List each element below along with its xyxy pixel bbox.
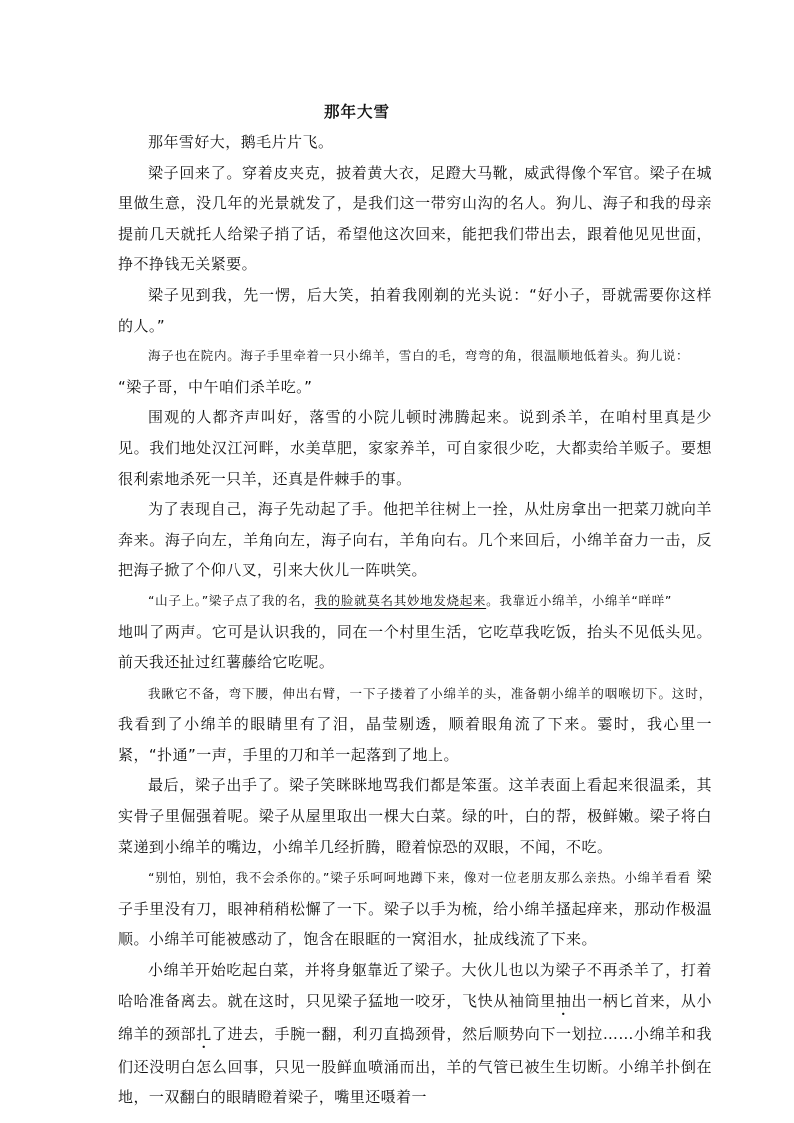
text-run: 我瞅它不备，弯下腰，伸出右臂，一下子搂着了小绵羊的头，准备朝小绵羊的咽喉切下。这时， [148,685,712,701]
paragraph: “梁子哥，中午咱们杀羊吃。” [118,377,313,396]
paragraph: 梁子见到我，先一愣，后大笑，拍着我刚剃的光头说：“好小子，哥就需要你这样的人。” [118,285,712,335]
story-body [118,127,712,1113]
page-title: 那年大雪 [323,103,390,121]
text-run: “山子上。”梁子点了我的名， [148,592,315,608]
paragraph: 最后，梁子出手了。梁子笑眯眯地骂我们都是笨蛋。这羊表面上看起来很温柔，其实骨子里倔强着呢。梁子从屋里取出一棵大白菜。绿的叶，白的帮，极鲜嫩。梁子将白菜递到小绵羊的嘴边，小绵羊几经折腾，瞪着惊恐的双眼，不闻，不吃。 [118,776,712,856]
paragraph [118,862,712,955]
paragraph: 海子也在院内。海子手里牵着一只小绵羊，雪白的毛，弯弯的角，很温顺地低着头。狗儿说： [148,348,690,364]
text-run: 梁子手里没有刀，眼神稍稍松懈了一下。梁子以手为梳，给小绵羊搔起痒来，那动作极温顺。小绵羊可能被感动了，饱含在眼眶的一窝泪水，扯成线流了下来。 [118,868,712,949]
paragraph: 围观的人都齐声叫好，落雪的小院儿顿时沸腾起来。说到杀羊，在咱村里真是少见。我们地处汉江河畔，水美草肥，家家养羊，可自家很少吃，大都卖给羊贩子。要想很利索地杀死一只羊，还真是件棘手的事。 [118,408,712,488]
text-run: 小绵羊开始吃起白菜，并将身躯靠近了梁子。大伙儿也以为梁子不再杀羊了，打着哈哈准备离去。就在这时，只见梁子猛地一咬牙，飞快从袖筒里 [118,961,712,1010]
emphasis-char: 扎 [196,1024,212,1043]
paragraph [118,678,712,771]
text-run: 了进去，手腕一翻，利刃直捣颈骨，然后顺势向下一划拉……小绵羊和我们还没明白怎么回事，只见一股鲜血喷涌而出，羊的气管已被生生切断。小绵羊扑倒在地，一双翻白的眼睛瞪着梁子，嘴里还嗫着一 [118,1024,713,1107]
emphasis-char: 抽 [555,991,572,1010]
paragraph: 地叫了两声。它可是认识我的，同在一个村里生活，它吃草我吃饭，抬头不见低头见。前天我还扯过红薯藤给它吃呢。 [118,622,712,672]
text-run: 我看到了小绵羊的眼睛里有了泪，晶莹剔透，顺着眼角流了下来。霎时，我心里一紧，“扑通”一声，手里的刀和羊一起落到了地上。 [118,715,712,764]
underlined-sentence: 我的脸就莫名其妙地发烧起来 [314,592,487,608]
paragraph [118,955,712,1113]
paragraph: 那年雪好大，鹅毛片片飞。 [148,133,334,151]
text-run: “别怕，别怕，我不会杀你的。”梁子乐呵呵地蹲下来，像对一位老朋友那么亲热。小绵羊看看 [148,870,692,886]
text-run: 。我靠近小绵羊，小绵羊“咩咩” [486,592,673,608]
paragraph [118,586,712,617]
paragraph: 梁子回来了。穿着皮夹克，披着黄大衣，足蹬大马靴，威武得像个军官。梁子在城里做生意，没几年的光景就发了，是我们这一带穷山沟的名人。狗儿、海子和我的母亲提前几天就托人给梁子捎了话，希望他这次回来，能把我们带出去，跟着他见见世面，挣不挣钱无关紧要。 [118,163,712,274]
text-run: 出一柄匕首来，从小绵羊的颈部 [118,991,712,1043]
paragraph: 为了表现自己，海子先动起了手。他把羊往树上一拴，从灶房拿出一把菜刀就向羊奔来。海子向左，羊角向左，海子向右，羊角向右。几个来回后，小绵羊奋力一击，反把海子掀了个仰八叉，引来大伙儿一阵哄笑。 [118,500,712,580]
